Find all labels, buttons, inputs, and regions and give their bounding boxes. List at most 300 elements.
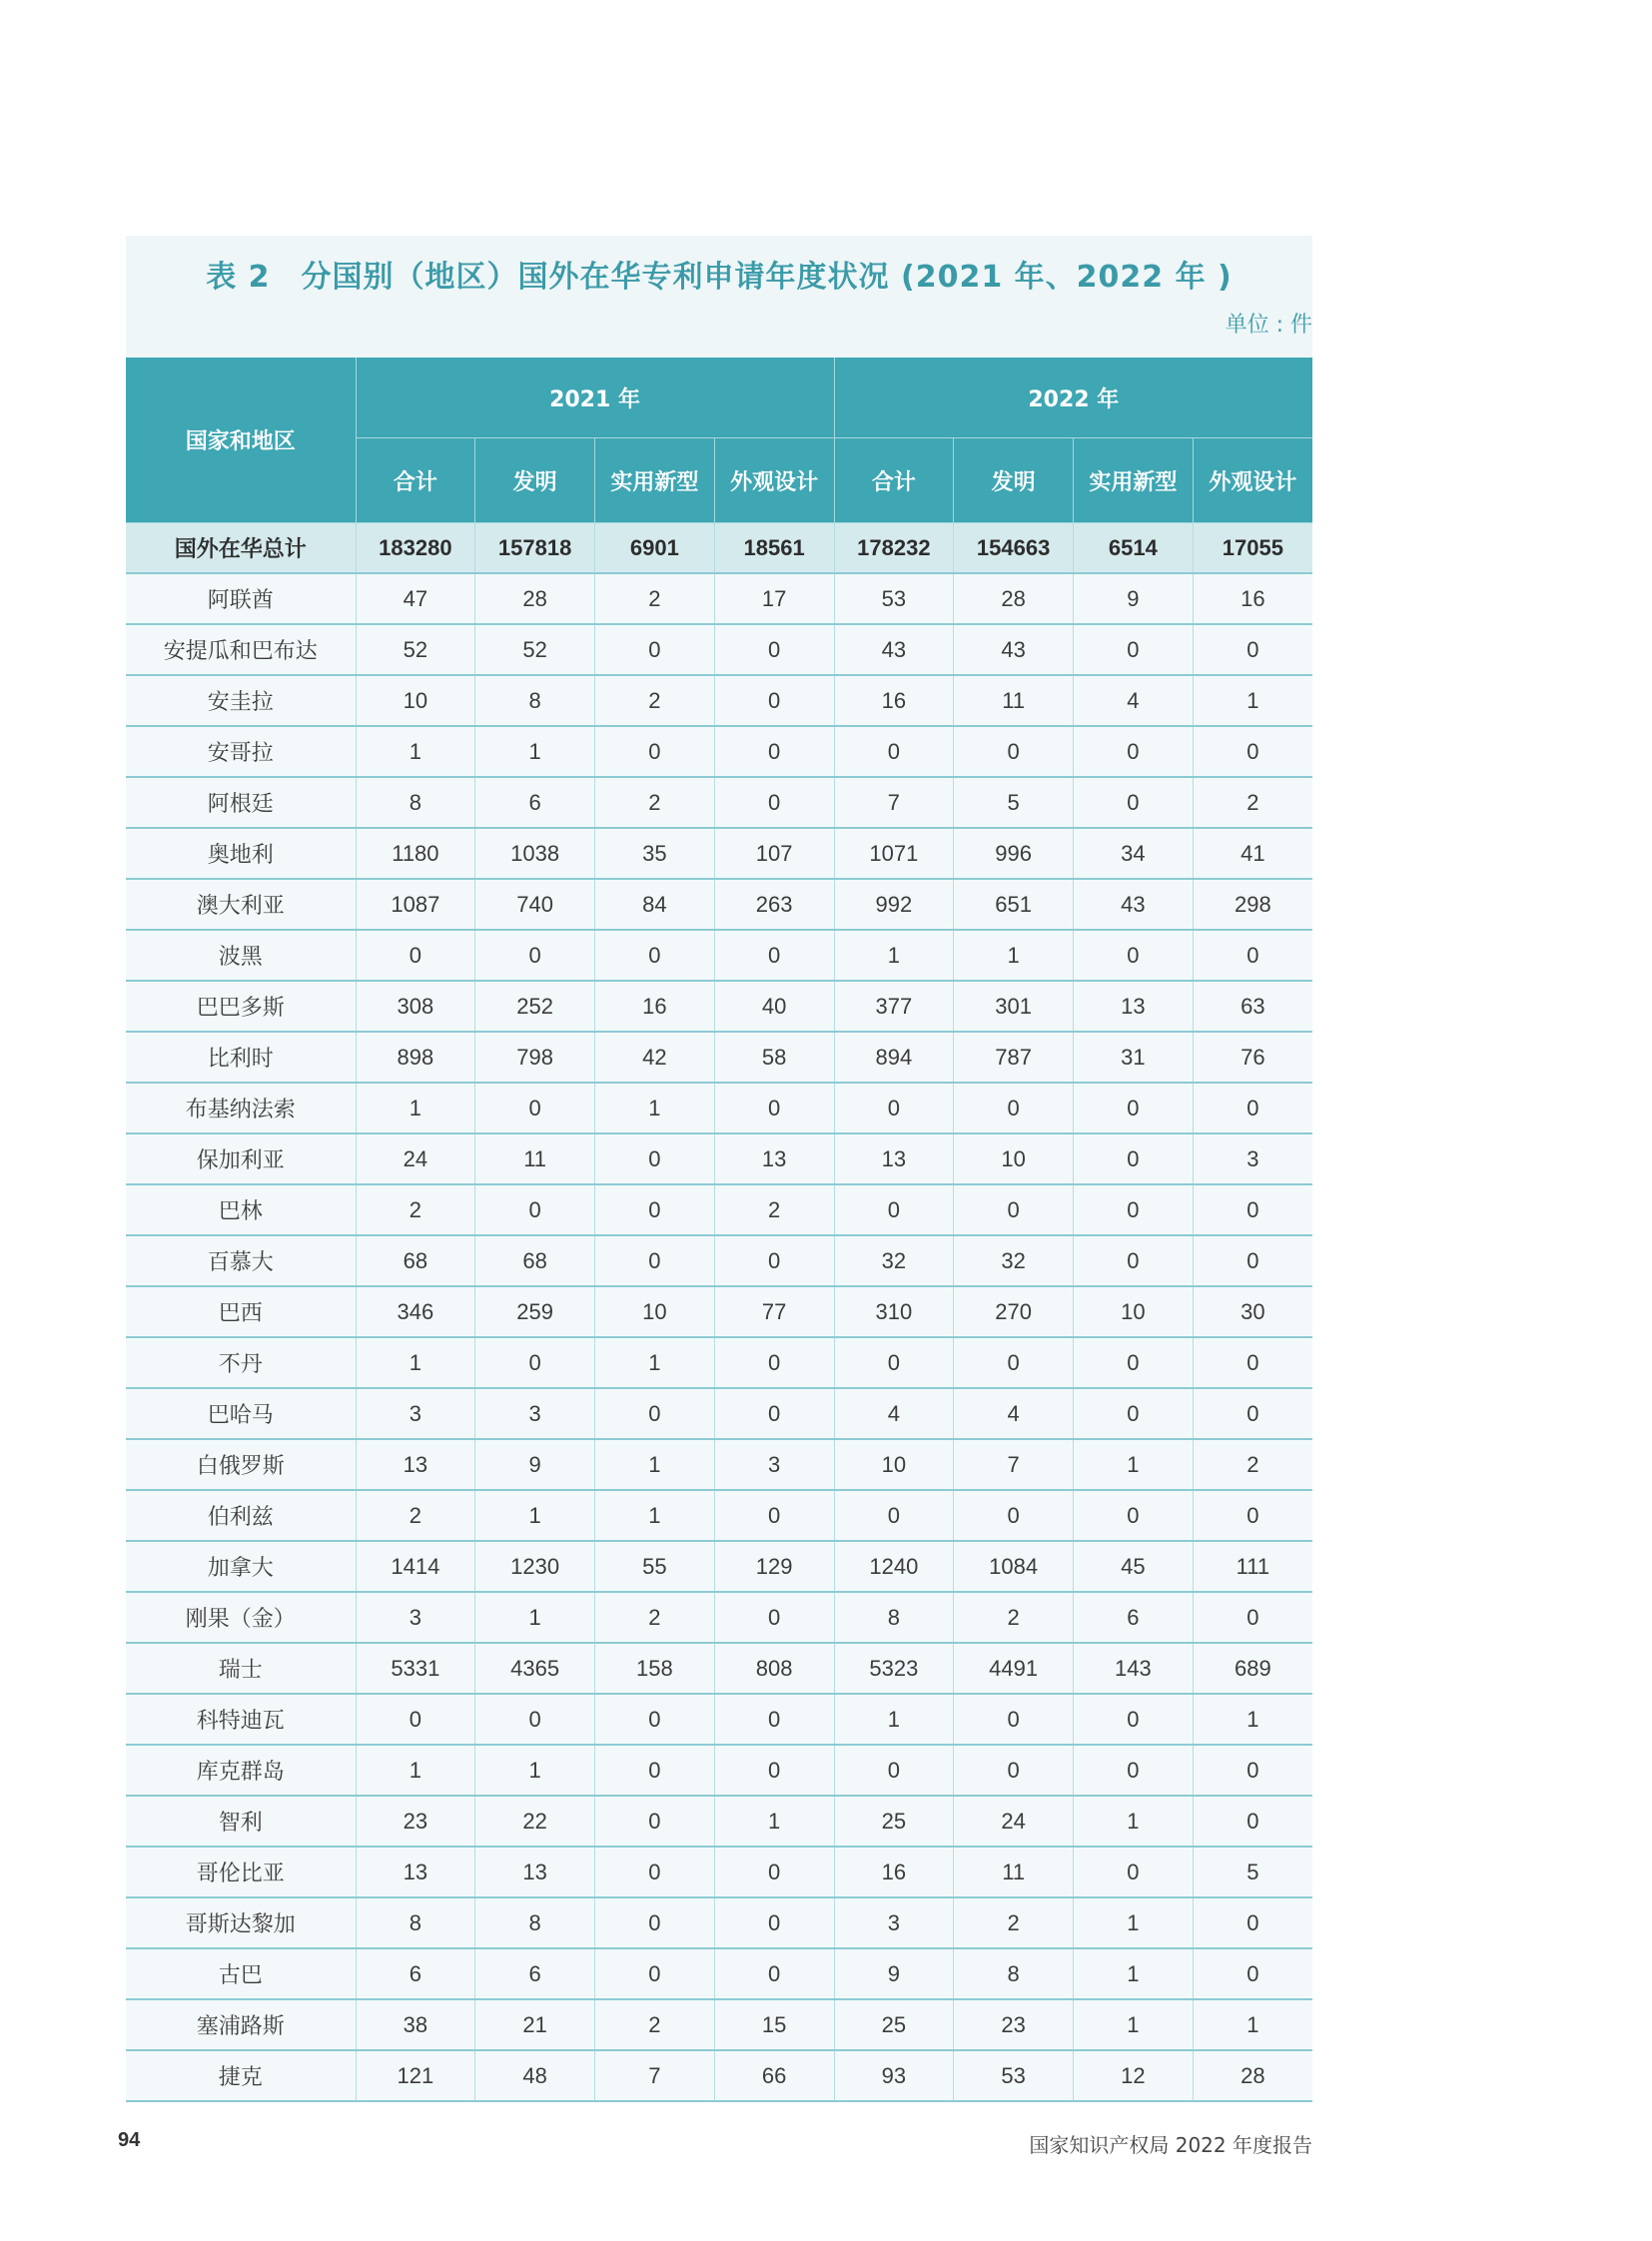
table-cell: 0 — [1074, 1490, 1194, 1541]
table-cell: 0 — [1074, 1235, 1194, 1286]
table-cell: 0 — [1074, 624, 1194, 675]
region-name: 奥地利 — [126, 828, 356, 879]
table-cell: 0 — [1074, 777, 1194, 828]
sub-header-utility-2021: 实用新型 — [595, 438, 715, 523]
table-cell: 0 — [714, 1897, 834, 1948]
table-cell: 7 — [954, 1439, 1074, 1490]
table-cell: 16 — [1193, 573, 1312, 624]
table-cell: 0 — [475, 930, 595, 981]
table-row — [126, 1541, 1312, 1592]
sub-header-total-2021: 合计 — [356, 438, 475, 523]
table-cell: 4 — [954, 1388, 1074, 1439]
table-cell: 15 — [714, 1999, 834, 2050]
table-cell: 0 — [1193, 1083, 1312, 1133]
table-cell: 0 — [475, 1184, 595, 1235]
table-cell: 1 — [834, 930, 954, 981]
table-cell: 0 — [595, 624, 715, 675]
table-cell: 252 — [475, 981, 595, 1032]
table-cell: 8 — [475, 1897, 595, 1948]
table-cell: 17055 — [1193, 523, 1312, 574]
table-cell: 2 — [1193, 1439, 1312, 1490]
table-row — [126, 1847, 1312, 1897]
table-cell: 0 — [595, 930, 715, 981]
table-cell: 0 — [714, 1337, 834, 1388]
table-cell: 0 — [714, 726, 834, 777]
region-name: 安圭拉 — [126, 675, 356, 726]
table-cell: 0 — [834, 1745, 954, 1796]
table-cell: 689 — [1193, 1643, 1312, 1694]
table-cell: 53 — [834, 573, 954, 624]
table-cell: 93 — [834, 2050, 954, 2101]
region-name: 哥伦比亚 — [126, 1847, 356, 1897]
table-cell: 0 — [1193, 1796, 1312, 1847]
table-cell: 0 — [714, 1694, 834, 1745]
table-cell: 0 — [954, 1694, 1074, 1745]
table-row — [126, 1133, 1312, 1184]
table-cell: 0 — [595, 1133, 715, 1184]
region-name: 国外在华总计 — [126, 523, 356, 574]
table-cell: 0 — [1193, 1337, 1312, 1388]
table-cell: 1 — [475, 726, 595, 777]
table-cell: 0 — [595, 726, 715, 777]
table-cell: 0 — [1193, 1592, 1312, 1643]
table-cell: 1 — [356, 1337, 475, 1388]
page-number: 94 — [118, 2129, 141, 2151]
table-cell: 0 — [356, 930, 475, 981]
table-cell: 10 — [1074, 1286, 1194, 1337]
table-cell: 2 — [595, 1592, 715, 1643]
table-cell: 68 — [475, 1235, 595, 1286]
table-cell: 2 — [954, 1592, 1074, 1643]
table-cell: 0 — [595, 1388, 715, 1439]
table-cell: 0 — [954, 1184, 1074, 1235]
table-cell: 30 — [1193, 1286, 1312, 1337]
region-name: 科特迪瓦 — [126, 1694, 356, 1745]
table-cell: 4 — [1074, 675, 1194, 726]
table-cell: 1 — [1193, 1999, 1312, 2050]
table-cell: 301 — [954, 981, 1074, 1032]
table-body — [126, 523, 1312, 2102]
table-cell: 3 — [834, 1897, 954, 1948]
table-cell: 24 — [954, 1796, 1074, 1847]
table-cell: 263 — [714, 879, 834, 930]
table-cell: 259 — [475, 1286, 595, 1337]
sub-header-invention-2022: 发明 — [954, 438, 1074, 523]
sub-header-utility-2022: 实用新型 — [1074, 438, 1194, 523]
table-cell: 12 — [1074, 2050, 1194, 2101]
table-cell: 0 — [714, 675, 834, 726]
table-row — [126, 879, 1312, 930]
table-cell: 16 — [595, 981, 715, 1032]
table-cell: 0 — [714, 1948, 834, 1999]
table-cell: 18561 — [714, 523, 834, 574]
table-cell: 107 — [714, 828, 834, 879]
table-cell: 0 — [1193, 1745, 1312, 1796]
table-cell: 0 — [714, 1083, 834, 1133]
region-name: 白俄罗斯 — [126, 1439, 356, 1490]
region-name: 比利时 — [126, 1032, 356, 1083]
table-cell: 40 — [714, 981, 834, 1032]
table-cell: 0 — [714, 1388, 834, 1439]
table-cell: 28 — [475, 573, 595, 624]
table-cell: 0 — [714, 1745, 834, 1796]
table-cell: 2 — [595, 573, 715, 624]
table-cell: 143 — [1074, 1643, 1194, 1694]
table-cell: 35 — [595, 828, 715, 879]
table-row — [126, 1948, 1312, 1999]
table-cell: 1 — [356, 1745, 475, 1796]
table-cell: 0 — [1193, 1184, 1312, 1235]
sub-header-invention-2021: 发明 — [475, 438, 595, 523]
table-row — [126, 777, 1312, 828]
table-cell: 898 — [356, 1032, 475, 1083]
table-cell: 157818 — [475, 523, 595, 574]
table-row — [126, 624, 1312, 675]
table-cell: 158 — [595, 1643, 715, 1694]
table-cell: 154663 — [954, 523, 1074, 574]
table-cell: 2 — [595, 675, 715, 726]
table-cell: 13 — [714, 1133, 834, 1184]
table-cell: 0 — [714, 1235, 834, 1286]
table-cell: 10 — [595, 1286, 715, 1337]
table-cell: 5323 — [834, 1643, 954, 1694]
table-cell: 1 — [1074, 1439, 1194, 1490]
table-cell: 8 — [356, 777, 475, 828]
table-cell: 1 — [475, 1490, 595, 1541]
table-cell: 1 — [595, 1083, 715, 1133]
table-cell: 6 — [1074, 1592, 1194, 1643]
table-row — [126, 1694, 1312, 1745]
table-cell: 0 — [954, 1083, 1074, 1133]
table-cell: 129 — [714, 1541, 834, 1592]
table-row — [126, 573, 1312, 624]
table-cell: 8 — [356, 1897, 475, 1948]
table-cell: 2 — [714, 1184, 834, 1235]
table-cell: 0 — [595, 1948, 715, 1999]
region-name: 保加利亚 — [126, 1133, 356, 1184]
table-cell: 1180 — [356, 828, 475, 879]
table-cell: 45 — [1074, 1541, 1194, 1592]
table-cell: 66 — [714, 2050, 834, 2101]
region-name: 不丹 — [126, 1337, 356, 1388]
region-name: 伯利兹 — [126, 1490, 356, 1541]
table-cell: 4 — [834, 1388, 954, 1439]
table-cell: 1 — [356, 726, 475, 777]
table-cell: 68 — [356, 1235, 475, 1286]
table-cell: 0 — [1193, 1948, 1312, 1999]
table-cell: 0 — [834, 726, 954, 777]
table-cell: 0 — [595, 1796, 715, 1847]
table-cell: 0 — [834, 1083, 954, 1133]
table-cell: 21 — [475, 1999, 595, 2050]
table-row — [126, 930, 1312, 981]
region-name: 阿联酋 — [126, 573, 356, 624]
table-cell: 0 — [595, 1847, 715, 1897]
table-cell: 2 — [1193, 777, 1312, 828]
table-cell: 1038 — [475, 828, 595, 879]
table-cell: 16 — [834, 1847, 954, 1897]
table-cell: 3 — [356, 1592, 475, 1643]
region-name: 布基纳法索 — [126, 1083, 356, 1133]
table-cell: 42 — [595, 1032, 715, 1083]
table-cell: 992 — [834, 879, 954, 930]
region-name: 巴林 — [126, 1184, 356, 1235]
region-name: 瑞士 — [126, 1643, 356, 1694]
table-cell: 377 — [834, 981, 954, 1032]
table-cell: 10 — [954, 1133, 1074, 1184]
table-cell: 0 — [475, 1694, 595, 1745]
table-row — [126, 1439, 1312, 1490]
table-row — [126, 1643, 1312, 1694]
table-cell: 43 — [1074, 879, 1194, 930]
table-cell: 1 — [595, 1337, 715, 1388]
table-cell: 996 — [954, 828, 1074, 879]
table-cell: 1 — [954, 930, 1074, 981]
region-header: 国家和地区 — [126, 358, 356, 523]
table-cell: 28 — [1193, 2050, 1312, 2101]
table-cell: 0 — [834, 1490, 954, 1541]
table-cell: 3 — [475, 1388, 595, 1439]
region-name: 巴巴多斯 — [126, 981, 356, 1032]
table-cell: 13 — [1074, 981, 1194, 1032]
table-cell: 1071 — [834, 828, 954, 879]
table-row — [126, 1032, 1312, 1083]
table-cell: 22 — [475, 1796, 595, 1847]
table-cell: 1 — [1074, 1897, 1194, 1948]
table-cell: 0 — [1074, 1847, 1194, 1897]
table-cell: 13 — [834, 1133, 954, 1184]
table-cell: 111 — [1193, 1541, 1312, 1592]
table-cell: 0 — [954, 1745, 1074, 1796]
region-name: 阿根廷 — [126, 777, 356, 828]
table-cell: 1 — [1193, 675, 1312, 726]
table-cell: 1 — [1074, 1796, 1194, 1847]
table-cell: 6514 — [1074, 523, 1194, 574]
table-cell: 1 — [475, 1745, 595, 1796]
table-cell: 53 — [954, 2050, 1074, 2101]
region-name: 巴西 — [126, 1286, 356, 1337]
table-cell: 32 — [834, 1235, 954, 1286]
table-cell: 0 — [475, 1337, 595, 1388]
table-cell: 1 — [834, 1694, 954, 1745]
table-cell: 787 — [954, 1032, 1074, 1083]
table-cell: 2 — [356, 1490, 475, 1541]
table-cell: 2 — [595, 777, 715, 828]
table-cell: 6 — [475, 777, 595, 828]
table-cell: 1087 — [356, 879, 475, 930]
table-cell: 5 — [954, 777, 1074, 828]
table-cell: 25 — [834, 1999, 954, 2050]
table-cell: 6 — [475, 1948, 595, 1999]
table-cell: 0 — [714, 1847, 834, 1897]
region-name: 智利 — [126, 1796, 356, 1847]
table-cell: 10 — [834, 1439, 954, 1490]
table-cell: 2 — [954, 1897, 1074, 1948]
table-cell: 0 — [1074, 1083, 1194, 1133]
table-row — [126, 1897, 1312, 1948]
table-cell: 1414 — [356, 1541, 475, 1592]
table-cell: 183280 — [356, 523, 475, 574]
table-cell: 4365 — [475, 1643, 595, 1694]
table-cell: 0 — [834, 1184, 954, 1235]
table-cell: 63 — [1193, 981, 1312, 1032]
table-cell: 1 — [475, 1592, 595, 1643]
year-header-2021: 2021 年 — [356, 358, 834, 438]
table-cell: 38 — [356, 1999, 475, 2050]
table-cell: 0 — [1193, 1388, 1312, 1439]
table-cell: 3 — [714, 1439, 834, 1490]
table-cell: 32 — [954, 1235, 1074, 1286]
table-cell: 1 — [356, 1083, 475, 1133]
table-cell: 31 — [1074, 1032, 1194, 1083]
table-cell: 48 — [475, 2050, 595, 2101]
table-cell: 0 — [1193, 1235, 1312, 1286]
table-cell: 346 — [356, 1286, 475, 1337]
region-name: 波黑 — [126, 930, 356, 981]
table-cell: 0 — [595, 1897, 715, 1948]
table-cell: 1 — [1074, 1999, 1194, 2050]
table-cell: 43 — [954, 624, 1074, 675]
table-cell: 310 — [834, 1286, 954, 1337]
table-cell: 58 — [714, 1032, 834, 1083]
table-cell: 7 — [595, 2050, 715, 2101]
table-cell: 52 — [475, 624, 595, 675]
table-row — [126, 1999, 1312, 2050]
table-cell: 5 — [1193, 1847, 1312, 1897]
table-cell: 3 — [356, 1388, 475, 1439]
table-cell: 10 — [356, 675, 475, 726]
table-cell: 23 — [356, 1796, 475, 1847]
table-cell: 7 — [834, 777, 954, 828]
total-row — [126, 523, 1312, 574]
table-cell: 4491 — [954, 1643, 1074, 1694]
table-cell: 9 — [834, 1948, 954, 1999]
table-cell: 894 — [834, 1032, 954, 1083]
table-row — [126, 1286, 1312, 1337]
table-cell: 17 — [714, 573, 834, 624]
table-cell: 651 — [954, 879, 1074, 930]
table-row — [126, 1184, 1312, 1235]
table-cell: 5331 — [356, 1643, 475, 1694]
table-row — [126, 1490, 1312, 1541]
table-cell: 25 — [834, 1796, 954, 1847]
region-name: 安哥拉 — [126, 726, 356, 777]
table-cell: 9 — [1074, 573, 1194, 624]
table-row — [126, 1083, 1312, 1133]
region-name: 哥斯达黎加 — [126, 1897, 356, 1948]
table-cell: 84 — [595, 879, 715, 930]
region-name: 澳大利亚 — [126, 879, 356, 930]
table-cell: 0 — [1074, 1337, 1194, 1388]
region-name: 百慕大 — [126, 1235, 356, 1286]
region-name: 塞浦路斯 — [126, 1999, 356, 2050]
table-cell: 77 — [714, 1286, 834, 1337]
region-name: 安提瓜和巴布达 — [126, 624, 356, 675]
table-cell: 0 — [1193, 624, 1312, 675]
table-cell: 1 — [714, 1796, 834, 1847]
table-cell: 52 — [356, 624, 475, 675]
table-cell: 0 — [356, 1694, 475, 1745]
table-title: 表 2 分国别（地区）国外在华专利申请年度状况 (2021 年、2022 年 ) — [206, 260, 1233, 295]
table-cell: 8 — [954, 1948, 1074, 1999]
table-cell: 808 — [714, 1643, 834, 1694]
table-row — [126, 1337, 1312, 1388]
table-cell: 1 — [1193, 1694, 1312, 1745]
table-cell: 0 — [714, 930, 834, 981]
table-cell: 0 — [595, 1694, 715, 1745]
table-row — [126, 828, 1312, 879]
table-cell: 0 — [1193, 1490, 1312, 1541]
table-cell: 0 — [714, 1592, 834, 1643]
table-cell: 0 — [1074, 1745, 1194, 1796]
patent-table — [126, 358, 1312, 2102]
table-row — [126, 726, 1312, 777]
table-cell: 6 — [356, 1948, 475, 1999]
table-cell: 0 — [954, 1337, 1074, 1388]
sub-header-design-2022: 外观设计 — [1193, 438, 1312, 523]
region-name: 古巴 — [126, 1948, 356, 1999]
table-cell: 298 — [1193, 879, 1312, 930]
table-cell: 2 — [595, 1999, 715, 2050]
table-row — [126, 981, 1312, 1032]
region-name: 刚果（金） — [126, 1592, 356, 1643]
table-cell: 0 — [714, 777, 834, 828]
table-cell: 0 — [595, 1184, 715, 1235]
table-cell: 0 — [1193, 1897, 1312, 1948]
table-cell: 0 — [475, 1083, 595, 1133]
table-cell: 9 — [475, 1439, 595, 1490]
table-cell: 11 — [475, 1133, 595, 1184]
table-cell: 270 — [954, 1286, 1074, 1337]
table-cell: 41 — [1193, 828, 1312, 879]
table-cell: 0 — [595, 1745, 715, 1796]
report-name: 国家知识产权局 2022 年度报告 — [1029, 2133, 1312, 2157]
table-cell: 0 — [954, 1490, 1074, 1541]
table-row — [126, 1235, 1312, 1286]
table-cell: 0 — [1193, 930, 1312, 981]
table-cell: 11 — [954, 1847, 1074, 1897]
table-cell: 8 — [834, 1592, 954, 1643]
table-cell: 0 — [1074, 1184, 1194, 1235]
table-cell: 1 — [595, 1490, 715, 1541]
table-cell: 55 — [595, 1541, 715, 1592]
table-cell: 0 — [1193, 726, 1312, 777]
table-cell: 1230 — [475, 1541, 595, 1592]
table-cell: 13 — [356, 1847, 475, 1897]
table-cell: 28 — [954, 573, 1074, 624]
table-cell: 798 — [475, 1032, 595, 1083]
table-cell: 1 — [595, 1439, 715, 1490]
table-cell: 3 — [1193, 1133, 1312, 1184]
table-cell: 23 — [954, 1999, 1074, 2050]
unit-label: 单位 : 件 — [1225, 313, 1312, 338]
table-cell: 0 — [1074, 930, 1194, 981]
table-cell: 1240 — [834, 1541, 954, 1592]
region-name: 捷克 — [126, 2050, 356, 2101]
table-cell: 6901 — [595, 523, 715, 574]
table-row — [126, 675, 1312, 726]
table-cell: 8 — [475, 675, 595, 726]
table-cell: 34 — [1074, 828, 1194, 879]
table-cell: 121 — [356, 2050, 475, 2101]
table-cell: 1084 — [954, 1541, 1074, 1592]
table-cell: 11 — [954, 675, 1074, 726]
table-cell: 47 — [356, 573, 475, 624]
table-cell: 13 — [475, 1847, 595, 1897]
table-cell: 2 — [356, 1184, 475, 1235]
table-cell: 0 — [1074, 1388, 1194, 1439]
region-name: 加拿大 — [126, 1541, 356, 1592]
